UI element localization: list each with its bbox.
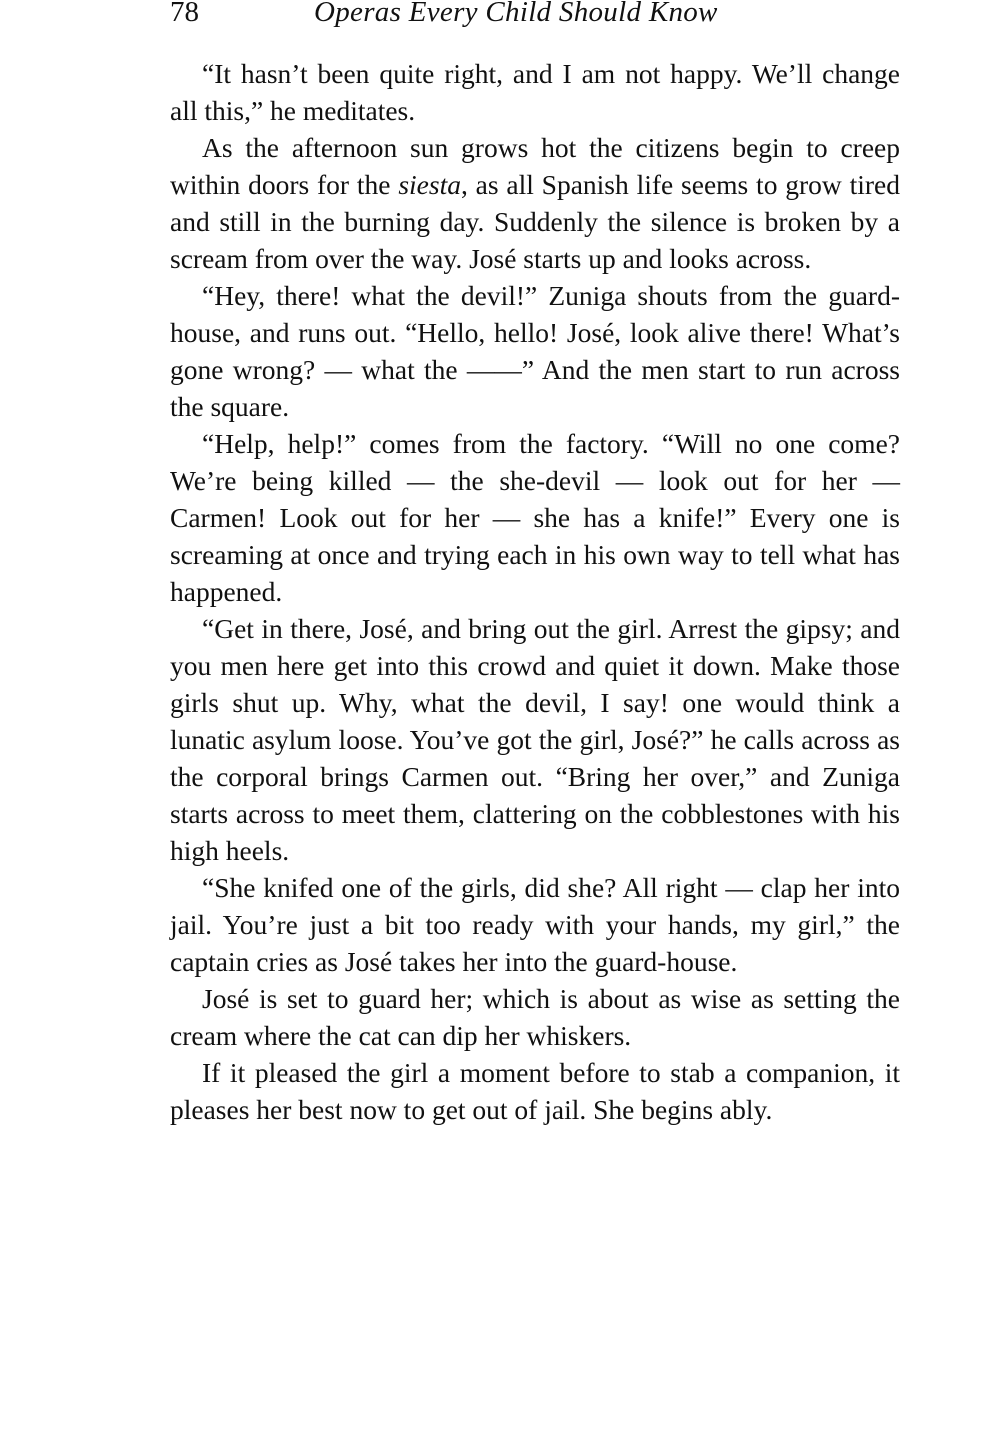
page-number: 78 — [170, 0, 199, 28]
paragraph: “She knifed one of the girls, did she? All right — clap her into jail. You’re just a bit too ready with your hands, my girl,” the captain cries as José takes her into the guard-house. — [170, 872, 900, 977]
body-text — [170, 55, 900, 1128]
paragraph: “Get in there, José, and bring out the girl. Arrest the gipsy; and you men here get into this crowd and quiet it down. Make those girls shut up. Why, what the devil, I say! one would think a lunatic asylum loose. You’ve got the girl, José?” he calls across as the corporal brings Carmen out. “Bring her over,” and Zuniga starts across to meet them, clattering on the cobblestones with his high heels. — [170, 613, 900, 866]
running-head — [170, 0, 910, 36]
italic-word: siesta — [398, 169, 461, 200]
paragraph: If it pleased the girl a moment before to stab a companion, it pleases her best now to get out of jail. She begins ably. — [170, 1057, 900, 1125]
running-title: Operas Every Child Should Know — [314, 0, 718, 28]
paragraph: “Help, help!” comes from the factory. “Will no one come? We’re being killed — the she-devil — look out for her — Carmen! Look out for her — she has a knife!” Every one is screaming at once and trying each in his own way to tell what has happened. — [170, 428, 900, 607]
paragraph: “Hey, there! what the devil!” Zuniga shouts from the guard-house, and runs out. “Hello, hello! José, look alive there! What’s gone wrong? — what the ——” And the men start to run across the square. — [170, 280, 900, 422]
paragraph: As the afternoon sun grows hot the citizens begin to creep within doors for the siesta, as all Spanish life seems to grow tired and still in the burning day. Suddenly the silence is broken by a scream from over the way. José starts up and looks across. — [170, 132, 900, 274]
paragraph: “It hasn’t been quite right, and I am not happy. We’ll change all this,” he meditates. — [170, 58, 900, 126]
paragraph: José is set to guard her; which is about as wise as setting the cream where the cat can dip her whiskers. — [170, 983, 900, 1051]
